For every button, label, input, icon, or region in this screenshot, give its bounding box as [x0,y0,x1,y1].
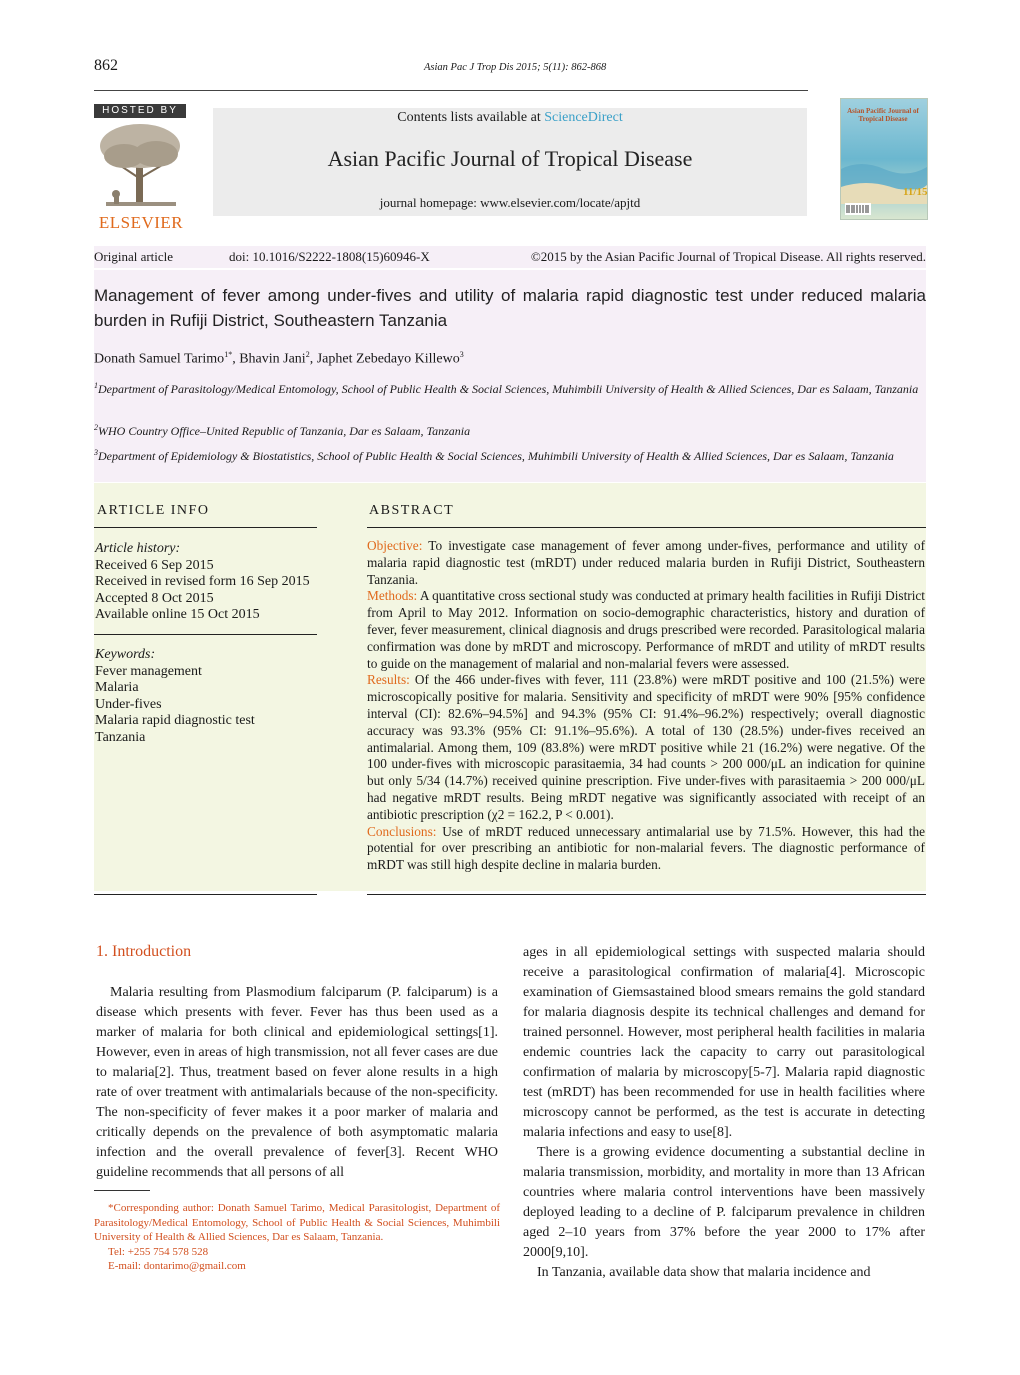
affiliation [94,420,926,440]
contents-prefix: Contents lists available at [397,110,545,125]
info-rule [94,527,317,528]
affiliation-marker: 2 [94,423,98,432]
results-label: Results: [367,672,410,688]
keyword: Malaria rapid diagnostic test [95,713,255,728]
wave-icon [841,99,927,219]
abstract-objective [367,538,925,588]
affiliation-text: Department of Parasitology/Medical Entomology, School of Public Health & Social Sciences, Muhimbili University of Health & Allied Sciences, Dar es Salaam, Tanzania [98,382,919,396]
keyword: Tanzania [95,729,146,745]
footnote-rule [94,1190,150,1191]
elsevier-wordmark: ELSEVIER [98,213,184,232]
body-paragraph: Malaria resulting from Plasmodium falciparum (P. falciparum) is a disease which presents with fever. Fever has thus been used as a marker of malaria for both clinical and epidemiological settings[1]. However, even in areas of high transmission, not all fever cases are due to malaria[2]. Thus, treatment based on fever alone results in a high rate of over treatment with antimalarials because of the non-specificity. The non-specificity of fever makes it a poor marker of malaria and critically depends on the prevalence of both asymptomatic malaria infection and the overall prevalence of fever[3]. Recent WHO guideline recommends that all persons of all [96,985,498,1180]
corresponding-author: *Corresponding author: Donath Samuel Tarimo, Medical Parasitologist, Department of Parasitology/Medical Entomology, School of Public Health & Social Sciences, Muhimbili University of Health & Allied Sciences, Dar es Salaam, Tanzania. [94,1202,500,1243]
keywords-label: Keywords: [95,647,156,662]
body-right-column [523,943,925,1283]
author-email[interactable]: E-mail: dontarimo@gmail.com [108,1260,246,1272]
body-left-column [96,983,498,1183]
journal-header-box [213,108,807,216]
keyword: Malaria [95,680,139,695]
history-entry: Accepted 8 Oct 2015 [95,590,214,606]
body-paragraph: In Tanzania, available data show that malaria incidence and [537,1265,871,1280]
abstract-heading: ABSTRACT [369,503,455,518]
body-paragraph: ages in all epidemiological settings with suspected malaria should receive a parasitological confirmation of malaria[4]. Microscopic examination of Giemsastained blood smears remains the gold standard for malaria diagnosis despite its technical challenges and demand for trained personnel. However, most peripheral health facilities in malaria endemic countries lack the capacity to carry out parasitological confirmation of malaria by microscopy[5-7]. Malaria rapid diagnostic test (mRDT) has been recommended for use in health facilities where microscopy cannot be performed, as the test is accurate in detecting malaria infections and easy to use[8]. [523,945,925,1140]
hosted-by-label: HOSTED BY [94,104,186,118]
objective-text: To investigate case management of fever among under-fives, performance and utility of malaria rapid diagnostic test (mRDT) under reduced malaria burden in Rufiji District, Southeastern Tanzania. [367,538,925,587]
info-rule [94,894,317,895]
affiliation [94,445,926,465]
methods-text: A quantitative cross sectional study was conducted at primary health facilities in Rufiji District from April to May 2012. Information on socio-demographic characteristics, history and duration of fever, fever measurement, clinical diagnosis and drugs prescribed were recorded. Parasitological malaria confirmation was done by mRDT and microscopy. Performance of mRDT and utility of mRDT results to guide on the management of malarial and non-malarial fevers were assessed. [367,588,925,671]
author-separator: , [232,351,240,367]
author-list [94,350,926,368]
author-marker: 2 [305,350,310,359]
cover-title: Asian Pacific Journal of Tropical Disease [847,107,919,123]
keyword: Under-fives [95,696,162,712]
tree-icon [94,120,186,212]
author-separator: , [309,351,317,367]
history-entry: Received in revised form 16 Sep 2015 [95,574,310,589]
keyword: Fever management [95,663,202,679]
objective-label: Objective: [367,538,423,553]
author-marker: 1* [224,350,233,359]
author-name: Donath Samuel Tarimo [94,351,225,367]
journal-cover [840,98,928,220]
abstract-methods [367,588,925,672]
abstract-text [367,538,925,874]
affiliation [94,378,926,398]
affiliation-marker: 1 [94,381,98,390]
article-history [95,541,317,624]
contents-line [213,110,807,126]
author-name: Japhet Zebedayo Killewo [316,351,460,367]
body-paragraph: There is a growing evidence documenting a substantial decline in malaria transmission, morbidity, and mortality in more than 13 African countries where malaria control interventions have been massively deployed leading to a decline of P. falciparum prevalence in children aged 2–10 years from 37% before the year 2000 to 17% after 2000[9,10]. [523,1145,925,1260]
history-entry: Available online 15 Oct 2015 [95,607,260,622]
copyright: ©2015 by the Asian Pacific Journal of Tropical Disease. All rights reserved. [530,249,926,264]
journal-citation: Asian Pac J Trop Dis 2015; 5(11): 862-868 [424,62,607,73]
elsevier-logo [94,104,188,232]
header-rule [94,90,808,91]
cover-number: 11/15 [903,186,928,198]
footnote [94,1201,500,1274]
sciencedirect-link[interactable]: ScienceDirect [544,110,623,125]
affiliation-text: WHO Country Office–United Republic of Tanzania, Dar es Salaam, Tanzania [98,424,471,438]
abstract-rule [367,527,926,528]
affiliation-text: Department of Epidemiology & Biostatistics, School of Public Health & Social Sciences, Muhimbili University of Health & Allied Sciences, Dar es Salaam, Tanzania [98,449,894,463]
article-doi[interactable]: doi: 10.1016/S2222-1808(15)60946-X [229,249,430,264]
methods-label: Methods: [367,588,418,604]
author-phone: Tel: +255 754 578 528 [108,1245,209,1258]
affiliation-marker: 3 [94,448,98,457]
abstract-rule [367,894,926,895]
article-meta-strip [94,246,926,268]
article-info-heading: ARTICLE INFO [97,503,210,518]
keywords [95,647,317,746]
history-label: Article history: [95,541,181,556]
results-text: Of the 466 under-fives with fever, 111 (23.8%) were mRDT positive and 100 (21.5%) were microscopically positive for malaria. Sensitivity and specificity of mRDT were 90% [95% confidence interval (CI): 82.6%–94.5%] and 94.3% (95% CI: 91.4%–96.2%) respectively; overall diagnostic accuracy was 93.3% (95% CI: 91.1%–95.6%). A total of 130 (28.5%) under-fives received an antimalarial. Among them, 109 (83.8%) were mRDT positive while 21 (16.2%) were negative. Of the 100 under-fives with microscopic parasitaemia, 34 had counts > 200 000/μL an indication for quinine but only 5/34 (14.7%) received quinine prescription. Five under-fives with parasitaemia > 200 000/μL had negative mRDT results. Being mRDT negative was significantly associated with receipt of an antibiotic prescription (χ2 = 162.2, P < 0.001). [367,672,925,822]
conclusions-label: Conclusions: [367,823,437,839]
page-number: 862 [94,57,118,74]
history-entry: Received 6 Sep 2015 [95,557,214,573]
article-type: Original article [94,249,174,264]
author-marker: 3 [459,350,464,359]
abstract-conclusions [367,824,925,874]
journal-title: Asian Pacific Journal of Tropical Disease [327,146,693,171]
abstract-results [367,672,925,823]
conclusions-text: Use of mRDT reduced unnecessary antimalarial use by 71.5%. However, this had the potential for over prescribing an antibiotic for non-malarial fevers. The diagnostic performance of mRDT was still high despite decline in malaria burden. [367,823,925,873]
journal-homepage[interactable]: journal homepage: www.elsevier.com/locate/apjtd [379,195,641,210]
article-title: Management of fever among under-fives and utility of malaria rapid diagnostic test under reduced malaria burden in Rufiji District, Southeastern Tanzania [94,286,926,330]
section-heading: 1. Introduction [96,943,192,960]
info-rule [94,634,317,635]
author-name: Bhavin Jani [239,351,306,367]
